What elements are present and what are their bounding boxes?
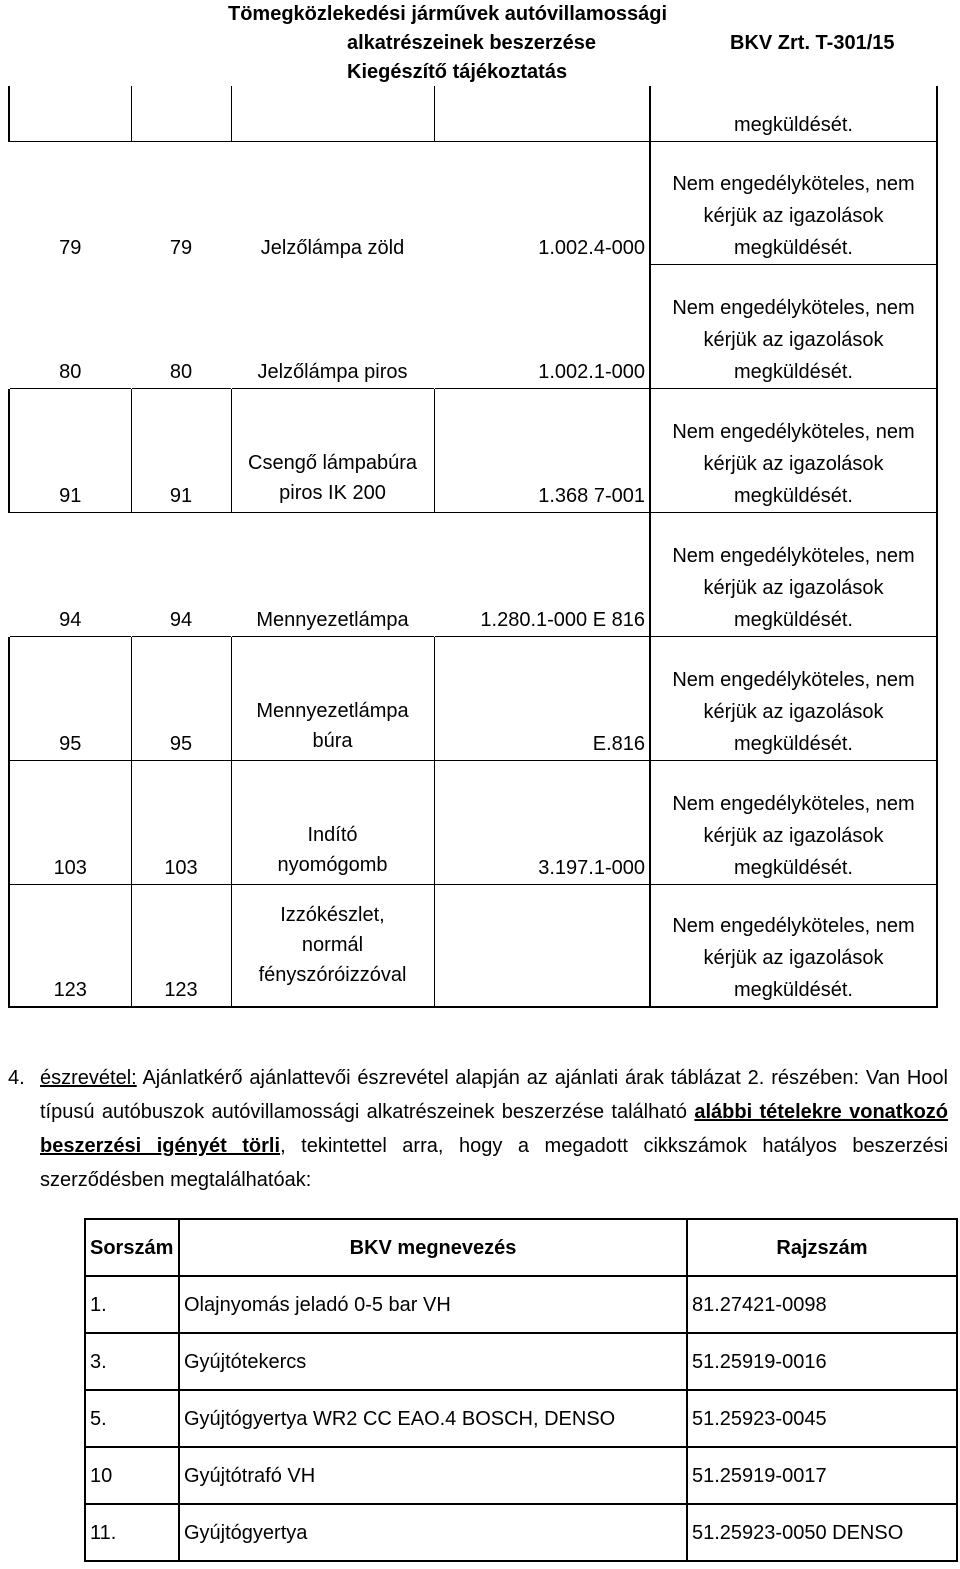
deleted-items-table bbox=[84, 1218, 958, 1562]
remark-line: Nem engedélyköteles, nem bbox=[672, 172, 915, 195]
table-row bbox=[85, 1390, 957, 1447]
note-text-end: , tekintettel arra, hogy a megadott cikkszámok hatályos beszerzési szerződésben megtalálhatóak: bbox=[40, 1135, 949, 1191]
table-row bbox=[9, 512, 937, 636]
table-cell: Gyújtógyertya WR2 CC EAO.4 BOSCH, DENSO bbox=[179, 1390, 687, 1447]
item-code: 1.280.1-000 E 816 bbox=[434, 512, 650, 636]
table-cell: Gyújtótrafó VH bbox=[179, 1447, 687, 1504]
row-number: 79 bbox=[9, 141, 131, 264]
remark-line: kérjük az igazolások bbox=[703, 204, 884, 227]
table-row bbox=[9, 760, 937, 884]
item-name bbox=[231, 760, 434, 884]
remark-line: megküldését. bbox=[734, 236, 853, 259]
remark-cell bbox=[650, 264, 937, 388]
item-code: E.816 bbox=[434, 636, 650, 760]
note-text: Ajánlatkérő ajánlattevői észrevétel alapján az ajánlati árak táblázat 2. részében: Van Hool típusú autóbuszok autóvillamossági alkatrészeinek beszerzése található bbox=[40, 1067, 948, 1123]
row-number-2: 91 bbox=[131, 388, 231, 512]
row-number: 94 bbox=[9, 512, 131, 636]
item-name-line: búra bbox=[312, 729, 353, 752]
item-code: 1.002.4-000 bbox=[434, 141, 650, 264]
item-name-line: Indító bbox=[307, 823, 358, 846]
remark-line: Nem engedélyköteles, nem bbox=[672, 420, 915, 443]
remark-line: kérjük az igazolások bbox=[703, 700, 884, 723]
table-cell: 10 bbox=[85, 1447, 179, 1504]
item-name: Jelzőlámpa piros bbox=[257, 360, 408, 383]
header-title-line3: Kiegészítő tájékoztatás bbox=[347, 61, 568, 83]
column-header: BKV megnevezés bbox=[179, 1219, 687, 1276]
row-number-2: 103 bbox=[131, 760, 231, 884]
page-header bbox=[0, 0, 960, 88]
item-code: 1.002.1-000 bbox=[538, 360, 645, 383]
remark-cell bbox=[650, 86, 937, 141]
table-row bbox=[85, 1333, 957, 1390]
table-cell: 51.25923-0050 DENSO bbox=[687, 1504, 957, 1561]
item-name: Jelzőlámpa zöld bbox=[231, 141, 434, 264]
table-cell: Gyújtótekercs bbox=[179, 1333, 687, 1390]
row-number-2: 79 bbox=[131, 141, 231, 264]
remark-cell bbox=[650, 884, 937, 1007]
table-cell: Gyújtógyertya bbox=[179, 1504, 687, 1561]
item-code: 3.197.1-000 bbox=[434, 760, 650, 884]
remark-line: kérjük az igazolások bbox=[703, 328, 884, 351]
item-name-line: Mennyezetlámpa bbox=[256, 699, 409, 722]
item-name bbox=[231, 388, 434, 512]
row-number: 95 bbox=[9, 636, 131, 760]
remark-line: Nem engedélyköteles, nem bbox=[672, 296, 915, 319]
item-name-line: normál bbox=[301, 934, 364, 957]
row-number: 91 bbox=[9, 388, 131, 512]
remark-line: megküldését. bbox=[734, 979, 853, 1001]
remark-cell bbox=[650, 512, 937, 636]
table-cell: 11. bbox=[85, 1504, 179, 1561]
table-header-row bbox=[85, 1219, 957, 1276]
item-name bbox=[231, 636, 434, 760]
table-cell: 51.25923-0045 bbox=[687, 1390, 957, 1447]
item-name-line: Izzókészlet, bbox=[280, 904, 385, 927]
note-number: 4. bbox=[8, 1067, 25, 1089]
table-cell: 3. bbox=[85, 1333, 179, 1390]
table-row bbox=[85, 1447, 957, 1504]
remark-line: Nem engedélyköteles, nem bbox=[672, 915, 915, 937]
remark-line: kérjük az igazolások bbox=[703, 452, 884, 475]
item-name-line: fényszóróizzóval bbox=[258, 964, 407, 987]
remark-line: megküldését. bbox=[734, 484, 853, 507]
header-title-line2: alkatrészeinek beszerzése bbox=[347, 32, 597, 54]
row-number-2: 80 bbox=[169, 360, 193, 383]
table-row bbox=[85, 1276, 957, 1333]
note-label: észrevétel: bbox=[40, 1067, 137, 1089]
header-title-line1: Tömegközlekedési járművek autóvillamossági bbox=[228, 3, 668, 25]
remark-line: kérjük az igazolások bbox=[703, 824, 884, 847]
column-header: Sorszám bbox=[85, 1219, 179, 1276]
item-name-line: piros IK 200 bbox=[279, 481, 386, 504]
table-cell: 51.25919-0017 bbox=[687, 1447, 957, 1504]
remark-line: kérjük az igazolások bbox=[703, 947, 884, 969]
table-row bbox=[9, 264, 937, 388]
remark-text: megküldését. bbox=[734, 113, 853, 136]
table-cell: 81.27421-0098 bbox=[687, 1276, 957, 1333]
remark-line: Nem engedélyköteles, nem bbox=[672, 792, 915, 815]
remark-line: megküldését. bbox=[734, 856, 853, 879]
remark-cell bbox=[650, 141, 937, 264]
table-row bbox=[9, 141, 937, 264]
row-number-2: 94 bbox=[131, 512, 231, 636]
remark-line: Nem engedélyköteles, nem bbox=[672, 544, 915, 567]
column-header: Rajzszám bbox=[687, 1219, 957, 1276]
remark-cell bbox=[650, 760, 937, 884]
table-row bbox=[9, 388, 937, 512]
remark-cell bbox=[650, 388, 937, 512]
row-number: 80 bbox=[59, 360, 82, 383]
item-code bbox=[434, 884, 650, 1007]
item-name bbox=[231, 884, 434, 1007]
item-name: Mennyezetlámpa bbox=[231, 512, 434, 636]
items-table bbox=[8, 86, 938, 1008]
remark-line: Nem engedélyköteles, nem bbox=[672, 668, 915, 691]
table-row bbox=[9, 636, 937, 760]
row-number: 123 bbox=[9, 884, 131, 1007]
remark-line: megküldését. bbox=[734, 732, 853, 755]
row-number-2: 123 bbox=[131, 884, 231, 1007]
table-cell: 51.25919-0016 bbox=[687, 1333, 957, 1390]
item-name-line: nyomógomb bbox=[277, 853, 388, 876]
remark-cell bbox=[650, 636, 937, 760]
note-paragraph bbox=[8, 1061, 949, 1197]
table-cell: 1. bbox=[85, 1276, 179, 1333]
item-name-line: Csengő lámpabúra bbox=[248, 451, 417, 474]
header-doc-ref: BKV Zrt. T-301/15 bbox=[730, 32, 895, 54]
table-cell: 5. bbox=[85, 1390, 179, 1447]
item-code: 1.368 7-001 bbox=[434, 388, 650, 512]
remark-line: megküldését. bbox=[734, 360, 853, 383]
row-number-2: 95 bbox=[131, 636, 231, 760]
remark-line: kérjük az igazolások bbox=[703, 576, 884, 599]
note-emphasis: alábbi tételekre vonatkozó beszerzési igényét törli bbox=[40, 1101, 949, 1157]
remark-line: megküldését. bbox=[734, 608, 853, 631]
row-number: 103 bbox=[9, 760, 131, 884]
table-row-carry-over bbox=[9, 86, 937, 141]
table-cell: Olajnyomás jeladó 0-5 bar VH bbox=[179, 1276, 687, 1333]
table-row bbox=[9, 884, 937, 1007]
table-row bbox=[85, 1504, 957, 1561]
